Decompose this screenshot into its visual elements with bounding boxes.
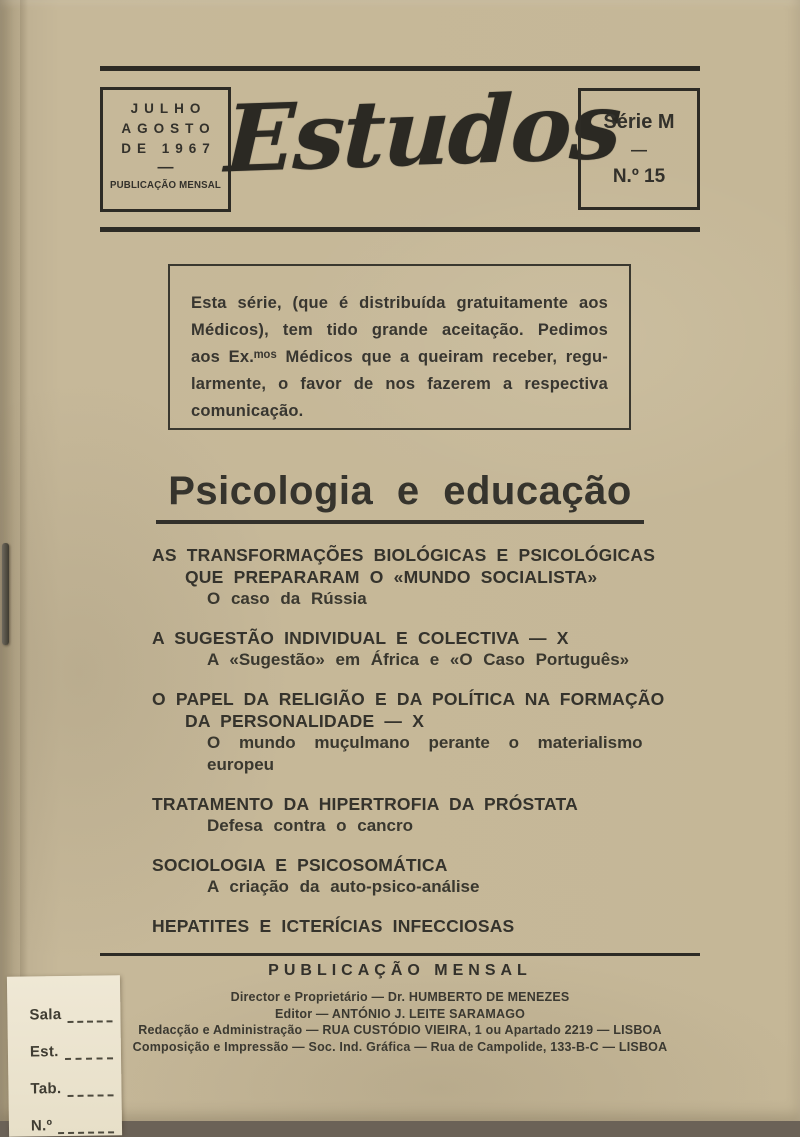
stamp-field-est bbox=[30, 1032, 113, 1060]
top-rule bbox=[100, 66, 700, 71]
toc-item-subtitle: A criação da auto-psico-análise bbox=[207, 877, 480, 896]
toc-item bbox=[152, 793, 672, 837]
stamp-field-label: Sala bbox=[29, 1006, 62, 1024]
divider-dash: — bbox=[631, 142, 647, 159]
toc-item-subtitle-continued: europeu bbox=[207, 755, 275, 774]
imprint-director-line: Director e Proprietário — Dr. HUMBERTO DE MENEZES bbox=[230, 990, 570, 1004]
issue-month-2: AGOSTO bbox=[121, 121, 216, 136]
issue-month-1: JULHO bbox=[130, 101, 207, 116]
notice-text-line: aos Ex.ᵐᵒˢ Médicos que a queiram receber, regu- bbox=[191, 348, 608, 366]
toc-item-title: SOCIOLOGIA E PSICOSOMÁTICA bbox=[152, 855, 448, 875]
issue-year: DE 1967 bbox=[121, 141, 216, 156]
header-rule bbox=[100, 227, 700, 232]
magazine-logo: Estudos bbox=[223, 71, 622, 194]
issue-kind-label: PUBLICAÇÃO MENSAL bbox=[109, 179, 222, 191]
page-title: Psicologia e educação bbox=[156, 468, 644, 524]
subscription-notice-box bbox=[168, 264, 631, 430]
notice-text-line: larmente, o favor de nos fazerem a respectiva bbox=[191, 375, 608, 393]
series-number-box bbox=[578, 88, 700, 210]
title-wrapper bbox=[0, 468, 800, 524]
series-label: Série M bbox=[603, 111, 675, 133]
page-left-crease bbox=[20, 0, 28, 1121]
toc-item bbox=[152, 688, 672, 776]
imprint-heading: PUBLICAÇÃO MENSAL bbox=[268, 962, 532, 979]
stamp-field-label: N.º bbox=[30, 1117, 53, 1135]
table-of-contents bbox=[152, 544, 672, 954]
toc-item-subtitle: O caso da Rússia bbox=[207, 589, 367, 608]
toc-item bbox=[152, 627, 672, 671]
notice-text-line: comunicação. bbox=[191, 402, 304, 420]
toc-item-title-continued: QUE PREPARARAM O «MUNDO SOCIALISTA» bbox=[185, 567, 598, 587]
stamp-fill-in-line bbox=[67, 1007, 112, 1023]
stamp-fill-in-line bbox=[65, 1044, 113, 1060]
divider-dash: — bbox=[157, 159, 174, 176]
imprint-editor-line: Editor — ANTÓNIO J. LEITE SARAMAGO bbox=[274, 1006, 526, 1021]
staple bbox=[2, 543, 9, 645]
footer-rule bbox=[100, 953, 700, 956]
issue-number-label: N.º 15 bbox=[612, 166, 666, 187]
stamp-field-tab bbox=[30, 1069, 113, 1097]
stamp-field-sala bbox=[29, 995, 112, 1023]
imprint-address-line: Redacção e Administração — RUA CUSTÓDIO VIEIRA, 1 ou Apartado 2219 — LISBOA bbox=[138, 1023, 662, 1037]
stamp-fill-in-line bbox=[67, 1081, 113, 1097]
toc-item-title: TRATAMENTO DA HIPERTROFIA DA PRÓSTATA bbox=[152, 794, 578, 814]
toc-item-subtitle: Defesa contra o cancro bbox=[207, 816, 414, 835]
stamp-field-numero bbox=[31, 1106, 114, 1134]
toc-item-title: A SUGESTÃO INDIVIDUAL E COLECTIVA — X bbox=[152, 628, 569, 648]
toc-item bbox=[152, 915, 672, 937]
notice-text-line: Médicos), tem tido grande aceitação. Pedimos bbox=[191, 321, 608, 339]
issue-date-box bbox=[100, 87, 231, 212]
stamp-field-label: Est. bbox=[29, 1043, 59, 1061]
toc-item-subtitle: A «Sugestão» em África e «O Caso Português» bbox=[207, 650, 630, 669]
notice-text-line: Esta série, (que é distribuída gratuitamente aos bbox=[191, 294, 608, 312]
stamp-fill-in-line bbox=[58, 1118, 114, 1134]
toc-item bbox=[152, 854, 672, 898]
imprint-printer-line: Composição e Impressão — Soc. Ind. Gráfica — Rua de Campolide, 133-B-C — LISBOA bbox=[132, 1039, 668, 1054]
library-stamp-sticker bbox=[7, 975, 122, 1137]
toc-item-title: HEPATITES E ICTERÍCIAS INFECCIOSAS bbox=[152, 916, 515, 936]
toc-item bbox=[152, 544, 672, 610]
toc-item-title-continued: DA PERSONALIDADE — X bbox=[185, 711, 425, 731]
stamp-field-label: Tab. bbox=[30, 1080, 62, 1098]
toc-item-subtitle: O mundo muçulmano perante o materialismo bbox=[207, 733, 643, 752]
toc-item-title: AS TRANSFORMAÇÕES BIOLÓGICAS E PSICOLÓGICAS bbox=[152, 545, 656, 565]
toc-item-title: O PAPEL DA RELIGIÃO E DA POLÍTICA NA FORMAÇÃO bbox=[152, 689, 665, 709]
